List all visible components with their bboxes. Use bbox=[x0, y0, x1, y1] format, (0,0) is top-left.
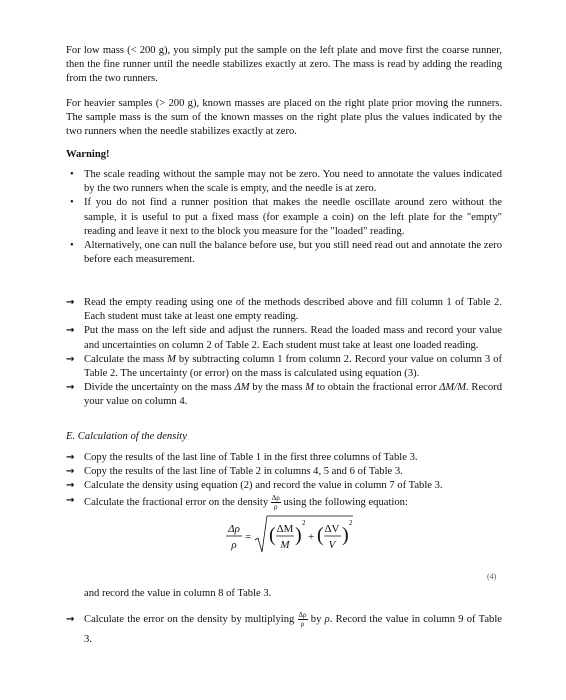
bullet-icon: • bbox=[70, 197, 74, 209]
step-text: Copy the results of the last line of Table 1 in the first three columns of Table 3. bbox=[84, 452, 418, 463]
arrow-icon: → bbox=[66, 382, 75, 394]
arrow-icon: → bbox=[66, 614, 75, 625]
list-item bbox=[66, 465, 502, 479]
plus-sign: + bbox=[308, 531, 315, 543]
density-steps-list bbox=[66, 451, 502, 511]
fraction-denominator: ρ bbox=[300, 620, 305, 628]
mass-steps-list bbox=[66, 296, 502, 410]
paren-open: ( bbox=[317, 524, 324, 546]
step-text-end: . Record the value in column 9 of Table 3. bbox=[84, 614, 502, 645]
bullet-text: Alternatively, one can null the balance before use, but you still need read out and annotate the zero before each measurement. bbox=[84, 240, 502, 266]
fraction-numerator: Δρ bbox=[271, 493, 280, 502]
exponent: 2 bbox=[349, 519, 353, 527]
variable-mass: M bbox=[305, 382, 315, 394]
section-title: E. Calculation of the density bbox=[66, 431, 187, 442]
step-text-mid: by the mass bbox=[249, 382, 306, 394]
step-text-start: Calculate the mass bbox=[84, 353, 168, 365]
list-item bbox=[66, 239, 502, 267]
variable-mass: M bbox=[167, 353, 176, 365]
step-text: Calculate the density using equation (2) and record the value in column 7 of Table 3. bbox=[84, 480, 443, 492]
step-text-mid: to obtain the fractional error bbox=[314, 382, 440, 394]
step-text: Put the mass on the left side and adjust the runners. Read the loaded mass and record your value and uncertainties on column 2 of Table 2. Each student must take at least one loaded reading. bbox=[84, 325, 502, 351]
lhs-numerator: Δρ bbox=[228, 523, 240, 535]
step-text-start: Divide the uncertainty on the mass bbox=[84, 382, 235, 394]
step-text-start: Calculate the fractional error on the density bbox=[84, 496, 271, 508]
bullet-icon: • bbox=[70, 240, 74, 252]
arrow-icon: → bbox=[66, 452, 75, 463]
paragraph-low-mass: For low mass (< 200 g), you simply put the sample on the left plate and move first the coarse runner, then the fine runner until the needle stabilizes exactly at zero. The mass is read by adding the reading from the two runners. bbox=[66, 45, 502, 85]
bullet-text: The scale reading without the sample may not be zero. You need to annotate the values indicated by the two runners when the scale is empty, and the needle is at zero. bbox=[84, 169, 502, 195]
list-item bbox=[66, 451, 502, 465]
fraction-denominator: ρ bbox=[274, 502, 278, 511]
fraction-numerator: Δρ bbox=[298, 611, 307, 619]
step-text-end: . Record your value on column 4. bbox=[84, 382, 502, 408]
list-item bbox=[66, 479, 502, 493]
bullet-text: If you do not find a runner position that makes the needle oscillate around zero without the sample, it is useful to put a fixed mass (for example a coin) on the left plate for the "empty" reading and leave it next to the block you measure for the "loaded" reading. bbox=[84, 197, 502, 237]
step-text-mid: by bbox=[307, 614, 325, 625]
step-text-start: Calculate the error on the density by multiplying bbox=[84, 614, 298, 625]
record-instruction: and record the value in column 8 of Table 3. bbox=[84, 588, 272, 599]
paren-close: ) bbox=[295, 524, 302, 546]
step-text: Copy the results of the last line of Table 2 in columns 4, 5 and 6 of Table 3. bbox=[84, 466, 403, 478]
inline-fraction bbox=[271, 494, 281, 511]
list-item bbox=[66, 381, 502, 409]
list-item bbox=[66, 168, 502, 196]
variable-density: ρ bbox=[324, 614, 330, 625]
volume-denominator: V bbox=[328, 539, 336, 551]
arrow-icon: → bbox=[66, 494, 75, 506]
exponent: 2 bbox=[302, 519, 306, 527]
step-text-end: by subtracting column 1 from column 2. Record your value on column 3 of Table 2. The uncertainty (or error) on the mass is calculated using equation (3). bbox=[84, 353, 503, 380]
step-text: Read the empty reading using one of the methods described above and fill column 1 of Table 2. Each student must take at least one empty reading. bbox=[84, 297, 502, 323]
list-item bbox=[66, 324, 502, 352]
equals-sign: = bbox=[245, 531, 252, 543]
volume-numerator: ΔV bbox=[324, 523, 340, 535]
list-item bbox=[66, 196, 502, 239]
arrow-icon: → bbox=[66, 466, 75, 478]
list-item bbox=[66, 494, 502, 511]
paren-close: ) bbox=[342, 524, 349, 546]
variable-fractional-error: ΔM/M bbox=[439, 382, 467, 394]
warning-bullet-list bbox=[66, 168, 502, 267]
arrow-icon: → bbox=[66, 480, 75, 492]
step-text-end: using the following equation: bbox=[280, 496, 408, 508]
arrow-icon: → bbox=[66, 325, 75, 337]
paragraph-heavy-samples: For heavier samples (> 200 g), known masses are placed on the right plate prior moving the runners. The sample mass is the sum of the known masses on the right plate plus the values indicated by the two runners when the needle stabilizes exactly at zero. bbox=[66, 98, 502, 138]
mass-denominator: M bbox=[280, 539, 290, 551]
equation-number: (4) bbox=[487, 572, 497, 581]
arrow-icon: → bbox=[66, 297, 75, 308]
list-item bbox=[66, 296, 502, 324]
mass-numerator: ΔM bbox=[276, 523, 294, 535]
inline-fraction bbox=[298, 611, 308, 628]
warning-heading: Warning! bbox=[66, 149, 110, 160]
lhs-denominator: ρ bbox=[231, 539, 237, 551]
arrow-icon: → bbox=[66, 353, 75, 365]
bullet-icon: • bbox=[70, 169, 74, 180]
paren-open: ( bbox=[269, 524, 276, 546]
final-step-list bbox=[66, 610, 502, 650]
density-error-equation bbox=[225, 512, 355, 558]
list-item bbox=[66, 353, 502, 381]
variable-delta-mass: ΔM bbox=[234, 382, 250, 394]
list-item bbox=[66, 610, 502, 650]
